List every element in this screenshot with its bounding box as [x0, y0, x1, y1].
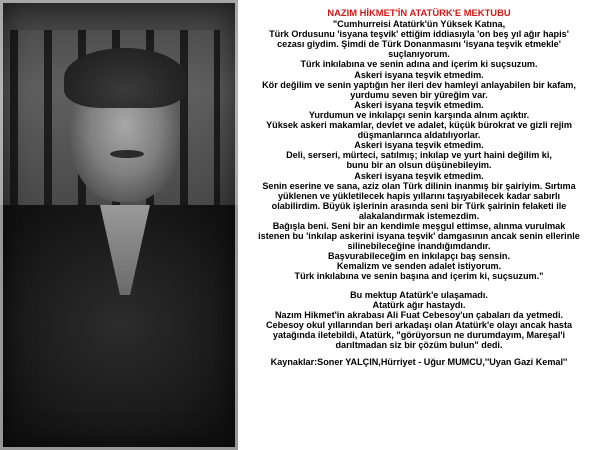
sources-line: Kaynaklar:Soner YALÇIN,Hürriyet - Uğur MUMCU,''Uyan Gazi Kemal'' — [270, 357, 568, 368]
letter-line: istenen bu 'inkılap askerini isyana teşvik' damgasının ancak senin ellerinle — [258, 231, 580, 242]
letter-line: Kemalizm ve senden adalet istiyorum. — [336, 261, 502, 272]
letter-line: Türk inkılabına ve senin adına and içerim ki suçsuzum. — [300, 59, 538, 70]
letter-line: Başvurabileceğim en inkılapçı baş sensin. — [328, 251, 510, 262]
letter-line: düşmanlarınca aldatılıyorlar. — [357, 130, 481, 141]
nazim-hikmet-photo — [0, 0, 238, 450]
photo-border — [0, 0, 238, 450]
letter-line: suçlanıyorum. — [388, 49, 450, 60]
letter-line: Askeri isyana teşvik etmedim. — [354, 170, 484, 181]
epilogue-line: yatağında iletebildi, Atatürk, "görüyorsun ne durumdayım, Mareşal'i — [272, 329, 566, 340]
letter-line: "Cumhurreisi Atatürk'ün Yüksek Katına, — [332, 19, 506, 30]
letter-line: silinebileceğine inandığımdandır. — [347, 241, 491, 252]
letter-line: Deli, serseri, mürteci, satılmış; inkılap ve yurt haini değilim ki, — [286, 150, 552, 161]
letter-line: yurdumu seven bir yüreğim var. — [350, 89, 488, 100]
letter-text-block — [240, 8, 598, 448]
letter-line: cezası giydim. Şimdi de Türk Donanmasını 'isyana teşvik etmekle' — [277, 39, 561, 50]
letter-line: alakalandırmak istemezdim. — [358, 210, 480, 221]
letter-line: Bağışla beni. Seni bir an kendimle meşgul ettimse, alınma vurulmak — [272, 220, 566, 231]
letter-title: NAZIM HİKMET'İN ATATÜRK'E MEKTUBU — [327, 7, 511, 18]
epilogue-line: Bu mektup Atatürk'e ulaşamadı. — [350, 289, 488, 300]
letter-line: Yurdumun ve inkılapçı senin karşında alnım açıktır. — [308, 109, 530, 120]
letter-line: Kör değilim ve senin yaptığın her ileri dev hamleyi anlayabilen bir kafam, — [262, 79, 576, 90]
letter-line: Türk Ordusunu 'isyana teşvik' ettiğim iddiasıyla 'on beş yıl ağır hapis' — [269, 29, 569, 40]
epilogue-line: Atatürk ağır hastaydı. — [372, 299, 466, 310]
letter-line: Türk inkılabına ve senin başına and içerim ki, suçsuzum." — [294, 271, 544, 282]
letter-line: Senin eserine ve sana, aziz olan Türk dilinin inanmış bir şairiyim. Sırtıma — [262, 180, 576, 191]
letter-line: olabilirdim. Büyük işlerinin arasında seni bir Türk şairinin felaketi ile — [271, 200, 567, 211]
letter-line: Askeri isyana teşvik etmedim. — [354, 140, 484, 151]
letter-line: yüklenen ve yükletilecek hapis yıllarını taşıyabilecek kadar sabırlı — [277, 190, 561, 201]
letter-line: bunu bir an olsun düşünebileyim. — [346, 160, 492, 171]
epilogue-line: Cebesoy okul yıllarından beri arkadaşı olan Atatürk'e olayı ancak hasta — [265, 319, 573, 330]
letter-line: Yüksek askeri makamlar, devlet ve adalet, küçük bürokrat ve gizli rejim — [266, 120, 572, 131]
letter-line: Askeri isyana teşvik etmedim. — [354, 99, 484, 110]
epilogue-line: Nazım Hikmet'in akrabası Ali Fuat Cebesoy'un çabaları da yetmedi. — [274, 309, 563, 320]
letter-line: Askeri isyana teşvik etmedim. — [354, 69, 484, 80]
epilogue-line: darıltmadan siz bir çözüm bulun" dedi. — [335, 340, 503, 350]
